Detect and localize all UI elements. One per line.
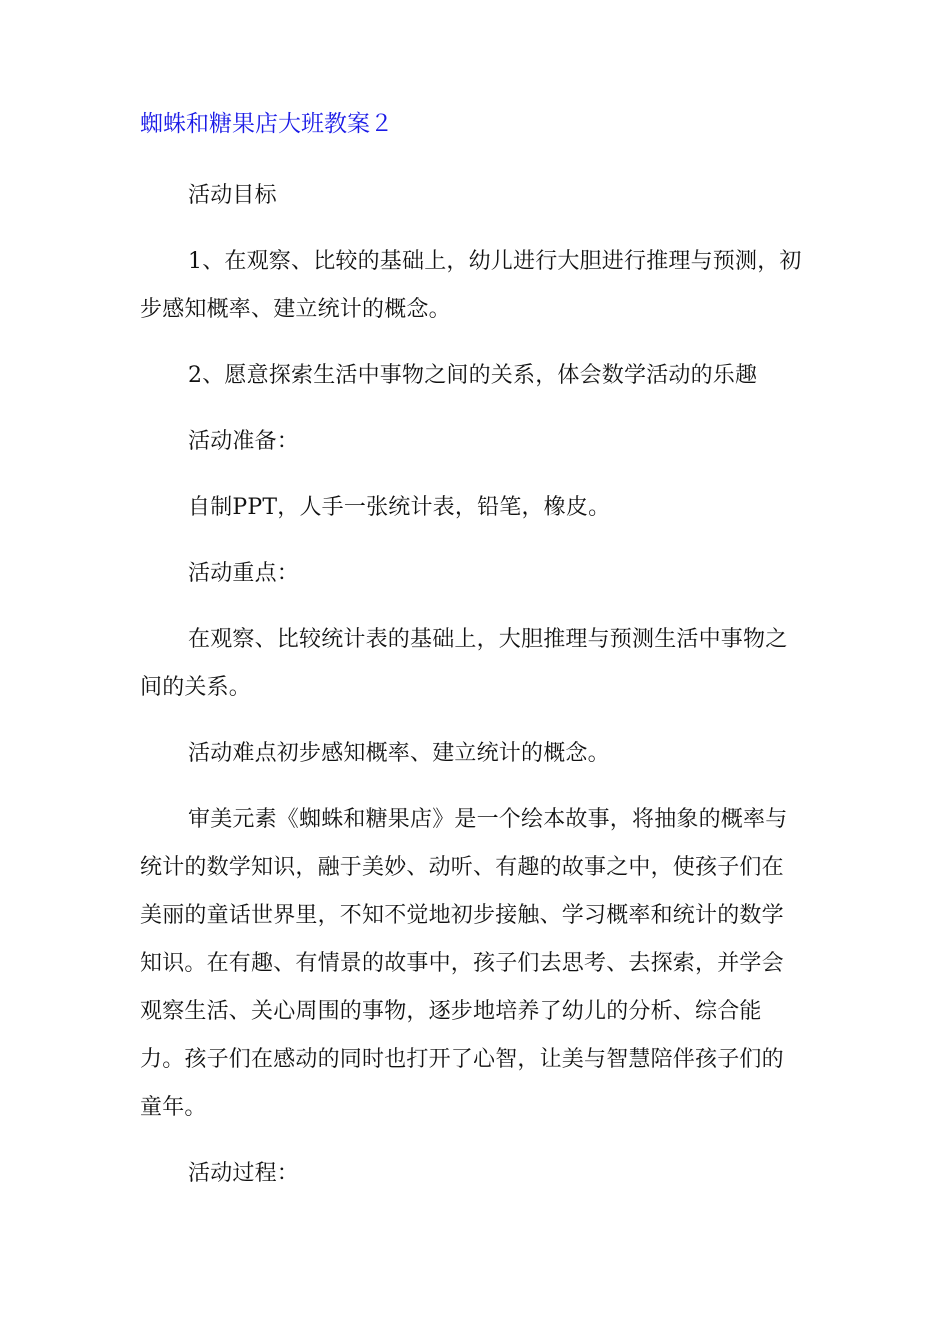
paragraph-preparation-heading: 活动准备： [188, 429, 300, 454]
paragraph-objective-2: 2、愿意探索生活中事物之间的关系，体会数学活动的乐趣 [188, 363, 758, 388]
paragraph-aesthetic-elements: 审美元素《蜘蛛和糖果店》是一个绘本故事，将抽象的概率与统计的数学知识，融于美妙、动听、有趣的故事之中，使孩子们在美丽的童话世界里，不知不觉地初步接触、学习概率和统计的数学知识。在有趣、有情景的故事中，孩子们去思考、去探索，并学会观察生活、关心周围的事物，逐步地培养了幼儿的分析、综合能力。孩子们在感动的同时也打开了心智，让美与智慧陪伴孩子们的童年。 [140, 807, 788, 1120]
paragraph-objective-1: 1、在观察、比较的基础上，幼儿进行大胆进行推理与预测，初步感知概率、建立统计的概念。 [140, 249, 802, 322]
paragraph-difficulty: 活动难点初步感知概率、建立统计的概念。 [188, 741, 610, 766]
paragraph-key-point: 在观察、比较统计表的基础上，大胆推理与预测生活中事物之间的关系。 [140, 627, 788, 700]
paragraph-process-heading: 活动过程： [188, 1161, 300, 1186]
document-body [140, 172, 804, 1216]
paragraph-objectives-heading: 活动目标 [188, 183, 277, 208]
paragraph-preparation-materials: 自制PPT，人手一张统计表，铅笔，橡皮。 [188, 495, 611, 520]
document-title: 蜘蛛和糖果店大班教案２ [140, 111, 393, 137]
paragraph-key-point-heading: 活动重点： [188, 561, 300, 586]
